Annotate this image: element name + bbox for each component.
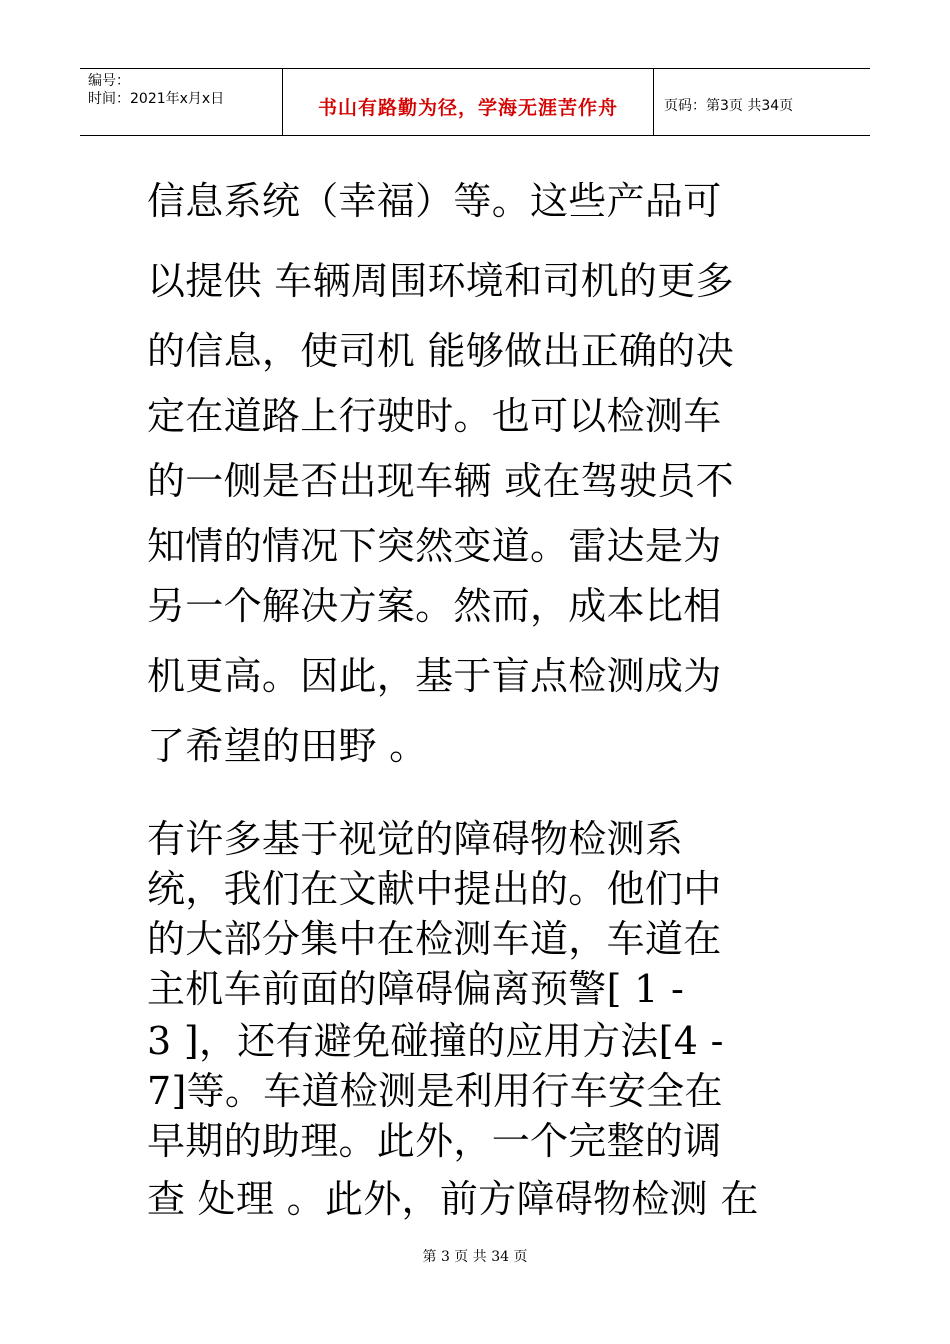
header-meta-cell [80, 69, 282, 135]
document-number-label: 编号： [88, 73, 130, 89]
body-line: 另一个解决方案。然而，成本比相 [147, 584, 722, 628]
header-motto: 书山有路勤为径，学海无涯苦作舟 [317, 97, 618, 119]
body-line: 机更高。因此，基于盲点检测成为 [147, 654, 722, 698]
body-line: 了希望的田野 。 [147, 724, 428, 768]
body-line: 3 ]，还有避免碰撞的应用方法[4 - [147, 1019, 724, 1063]
header-motto-cell [282, 69, 654, 135]
document-date-label: 时间：2021年x月x日 [88, 91, 225, 107]
body-line: 统，我们在文献中提出的。他们中 [147, 867, 722, 911]
body-line: 主机车前面的障碍偏离预警[ 1 - [147, 967, 685, 1011]
body-line: 早期的助理。此外，一个完整的调 [147, 1119, 722, 1163]
body-line: 知情的情况下突然变道。雷达是为 [147, 524, 722, 568]
body-line: 以提供 车辆周围环境和司机的更多 [147, 259, 734, 303]
body-line: 定在道路上行驶时。也可以检测车 [147, 394, 722, 438]
header-page-info: 页码：第3页 共34页 [664, 98, 794, 114]
body-line: 的大部分集中在检测车道，车道在 [147, 917, 722, 961]
body-line: 信息系统（幸福）等。这些产品可 [147, 179, 722, 223]
header-page-cell [654, 69, 870, 135]
body-line: 的信息，使司机 能够做出正确的决 [147, 329, 734, 373]
page-header [80, 68, 870, 136]
body-line: 7]等。车道检测是利用行车安全在 [147, 1069, 723, 1113]
body-line: 查 处理 。此外，前方障碍物检测 在 [147, 1177, 759, 1221]
page-footer: 第 3 页 共 34 页 [422, 1249, 528, 1265]
body-line: 的一侧是否出现车辆 或在驾驶员不 [147, 459, 734, 503]
body-line: 有许多基于视觉的障碍物检测系 [147, 817, 684, 861]
